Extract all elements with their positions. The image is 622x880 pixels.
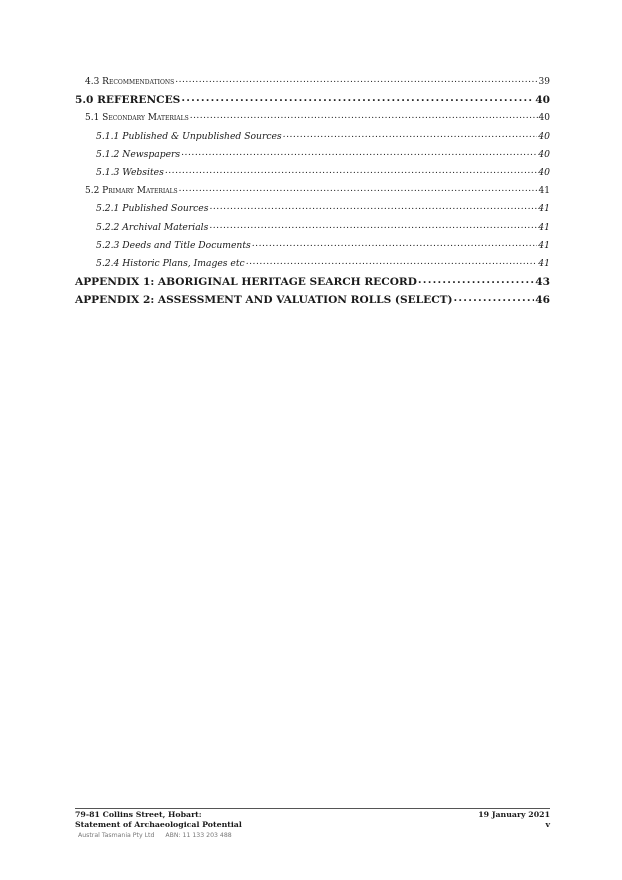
footer-page-number: v — [545, 819, 550, 829]
toc-entry-page: 46 — [535, 294, 550, 307]
toc-entry-title: APPENDIX 2: ASSESSMENT AND VALUATION ROLLS (SELECT) — [75, 294, 453, 307]
toc-entry-title: 5.1 Secondary Materials — [85, 113, 189, 124]
toc-entry-page: 41 — [538, 221, 550, 233]
toc-leader-dots — [454, 289, 535, 307]
toc-entry-title: 5.1.2 Newspapers — [96, 148, 181, 160]
toc-entry-page: 41 — [538, 186, 550, 197]
toc-leader-dots — [283, 126, 538, 144]
footer-date: 19 January 2021 — [478, 810, 550, 819]
footer-date-page — [478, 810, 550, 829]
toc-entry-title: 5.2.4 Historic Plans, Images etc — [96, 257, 245, 269]
toc-entry-page: 41 — [538, 203, 550, 215]
table-of-contents — [75, 73, 550, 309]
toc-leader-dots — [181, 144, 537, 162]
toc-leader-dots — [165, 162, 537, 180]
toc-entry-page: 40 — [535, 94, 550, 107]
footer-address: 79-81 Collins Street, Hobart: — [75, 810, 202, 819]
toc-entry-title: 5.2.1 Published Sources — [96, 203, 209, 215]
toc-entry-page: 40 — [538, 113, 550, 124]
footer-report-info — [75, 810, 242, 829]
toc-entry-title: 5.2 Primary Materials — [85, 186, 178, 197]
toc-entry-page: 41 — [538, 257, 550, 269]
toc-entry-title: 5.2.2 Archival Materials — [96, 221, 209, 233]
toc-leader-dots — [175, 71, 537, 89]
toc-leader-dots — [209, 198, 537, 216]
toc-entry-title: 5.1.1 Published & Unpublished Sources — [96, 130, 282, 142]
toc-entry-title: 4.3 Recommendations — [85, 77, 175, 87]
toc-entry-page: 40 — [538, 148, 550, 160]
toc-leader-dots — [190, 107, 538, 125]
toc-leader-dots — [179, 180, 538, 198]
toc-entry-title: 5.0 REFERENCES — [75, 94, 181, 107]
toc-leader-dots — [181, 89, 534, 107]
toc-entry-page: 39 — [538, 77, 550, 87]
toc-entry-page: 40 — [538, 166, 550, 178]
footer-report-title: Statement of Archaeological Potential — [75, 819, 242, 829]
toc-leader-dots — [418, 271, 534, 289]
toc-entry-title: 5.2.3 Deeds and Title Documents — [96, 239, 251, 251]
footer-company-info — [78, 832, 241, 839]
footer-abn: ABN: 11 133 203 488 — [165, 832, 232, 839]
toc-entry[interactable] — [75, 291, 550, 309]
toc-leader-dots — [209, 217, 537, 235]
toc-leader-dots — [246, 253, 538, 271]
toc-entry-title: APPENDIX 1: ABORIGINAL HERITAGE SEARCH RECORD — [75, 276, 417, 289]
toc-entry-page: 40 — [538, 130, 550, 142]
footer-divider — [75, 808, 550, 809]
footer-company: Austral Tasmania Pty Ltd — [78, 832, 155, 839]
toc-entry-page: 41 — [538, 239, 550, 251]
toc-entry-page: 43 — [535, 276, 550, 289]
toc-leader-dots — [252, 235, 538, 253]
toc-entry-title: 5.1.3 Websites — [96, 166, 164, 178]
